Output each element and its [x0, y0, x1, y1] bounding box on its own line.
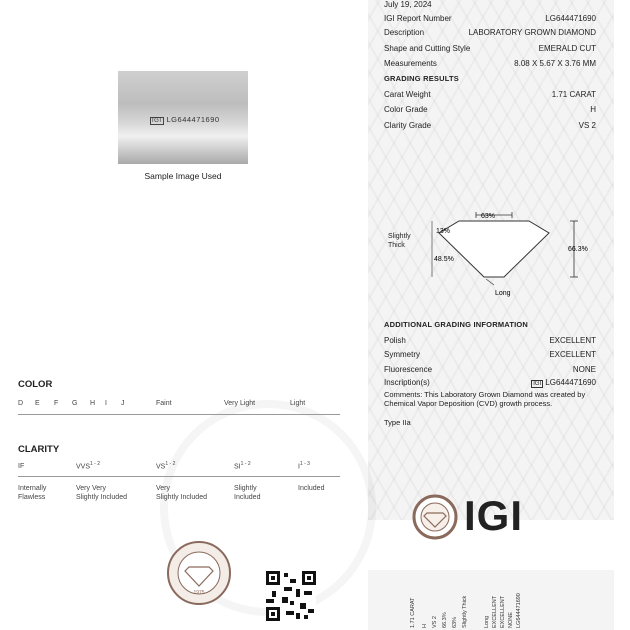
color-label: Faint — [156, 400, 172, 407]
seal-year: 1975 — [193, 590, 205, 596]
pavilion-pct-label: 48.5% — [434, 256, 454, 263]
row-label: Inscription(s) — [384, 378, 430, 387]
summary-strip — [368, 570, 614, 630]
clarity-grade — [298, 461, 310, 470]
clarity-grade-sup: 1 - 2 — [165, 461, 176, 467]
color-letter: H — [90, 400, 96, 407]
row-value: EXCELLENT — [549, 336, 596, 345]
culet-label: Long — [495, 290, 511, 297]
inscription-row — [384, 378, 596, 387]
polish-row — [384, 336, 596, 345]
clarity-grade — [234, 461, 251, 470]
strip-value: EXCELLENT — [492, 595, 498, 628]
strip-value: H — [422, 624, 428, 628]
inscription-text: LG644471690 — [545, 378, 596, 387]
clarity-grade — [156, 461, 175, 470]
qr-code-icon — [266, 571, 316, 621]
color-scale-line — [18, 414, 340, 415]
shape-row — [384, 44, 596, 53]
row-value: NONE — [572, 365, 596, 374]
row-label: Fluorescence — [384, 365, 433, 374]
symmetry-row — [384, 350, 596, 359]
clarity-grade — [76, 461, 100, 470]
row-value: VS 2 — [578, 121, 596, 130]
row-value: LG644471690 — [545, 14, 596, 23]
igi-mini-logo-icon: IGI — [533, 381, 542, 387]
clarity-grade-label: IF — [18, 463, 25, 470]
clarity-scale-title: CLARITY — [18, 444, 60, 455]
row-label: Polish — [384, 336, 406, 345]
clarity-grade-label: SI — [234, 463, 241, 471]
row-label: Color Grade — [384, 105, 428, 114]
carat-row — [384, 90, 596, 99]
sample-inscription-text: LG644471690 — [166, 115, 220, 124]
proportions-diagram — [384, 205, 604, 305]
row-value: EXCELLENT — [549, 350, 596, 359]
clarity-description: Internally Flawless — [18, 485, 47, 501]
additional-info-heading: ADDITIONAL GRADING INFORMATION — [384, 320, 529, 329]
row-value: 8.08 X 5.67 X 3.76 MM — [514, 59, 596, 68]
row-value: LABORATORY GROWN DIAMOND — [468, 28, 596, 37]
sample-inscription-image — [118, 71, 248, 164]
clarity-description: Included — [298, 485, 325, 492]
igi-seal-logo-icon — [412, 494, 458, 540]
type-text: Type IIa — [384, 418, 411, 427]
color-letter: E — [35, 400, 40, 407]
report-number-row — [384, 14, 596, 23]
strip-value: Long — [484, 615, 490, 628]
culet-pointer — [486, 279, 494, 285]
row-label: IGI Report Number — [384, 14, 452, 23]
sample-caption: Sample Image Used — [144, 171, 222, 181]
igi-mini-logo-icon: IGI — [152, 118, 162, 124]
clarity-description: Slightly Included — [234, 485, 261, 501]
row-label: Description — [384, 28, 425, 37]
clarity-grade-row — [384, 121, 596, 130]
strip-value: LG644471690 — [516, 593, 522, 628]
clarity-grade-sup: 1 - 2 — [90, 461, 101, 467]
row-label: Symmetry — [384, 350, 420, 359]
row-label: Carat Weight — [384, 90, 431, 99]
report-date-row — [384, 0, 596, 9]
clarity-description: Very Very Slightly Included — [76, 485, 127, 501]
igi-logo-text: IGI — [464, 492, 524, 539]
color-letter: D — [18, 400, 24, 407]
strip-value: NONE — [508, 612, 514, 628]
strip-value: VS 2 — [432, 616, 438, 628]
clarity-grade-label: VVS — [76, 463, 91, 471]
clarity-grade — [18, 463, 24, 470]
color-label: Light — [290, 400, 306, 407]
color-letter: F — [54, 400, 59, 407]
color-label: Very Light — [224, 400, 256, 407]
row-label: Shape and Cutting Style — [384, 44, 471, 53]
comments-text: Comments: This Laboratory Grown Diamond was created by Chemical Vapor Deposition (CVD) growth process. — [384, 390, 586, 408]
row-label: Measurements — [384, 59, 437, 68]
crown-pct-label: 13% — [436, 228, 451, 235]
color-letter: J — [121, 400, 125, 407]
strip-value: 1.71 CARAT — [410, 597, 416, 628]
clarity-grade-sup: 1 - 3 — [299, 461, 310, 467]
color-grade-row — [384, 105, 596, 114]
clarity-grade-label: I — [298, 463, 300, 471]
clarity-grade-sup: 1 - 2 — [240, 461, 251, 467]
sample-inscription — [150, 115, 220, 124]
report-date: July 19, 2024 — [384, 0, 432, 9]
clarity-scale-line — [18, 476, 340, 477]
row-value: EMERALD CUT — [538, 44, 596, 53]
fluorescence-row — [384, 365, 596, 374]
clarity-description: Very Slightly Included — [156, 485, 207, 501]
inscription-value — [531, 378, 596, 387]
clarity-grade-label: VS — [156, 463, 166, 471]
row-value: 1.71 CARAT — [551, 90, 596, 99]
measurements-row — [384, 59, 596, 68]
row-value: H — [590, 105, 596, 114]
girdle-label: Slightly Thick — [388, 233, 411, 249]
diamond-profile-shape — [439, 221, 549, 277]
strip-value: 66.3% — [442, 612, 448, 628]
strip-value: Slightly Thick — [462, 595, 468, 628]
color-letter: G — [72, 400, 78, 407]
color-scale-title: COLOR — [18, 379, 53, 390]
description-row — [384, 28, 596, 37]
color-letter: I — [105, 400, 107, 407]
depth-pct-label: 66.3% — [568, 246, 588, 253]
grading-results-heading: GRADING RESULTS — [384, 74, 459, 83]
strip-value: EXCELLENT — [500, 595, 506, 628]
gemological-seal-icon — [166, 540, 232, 606]
row-label: Clarity Grade — [384, 121, 432, 130]
table-pct-label: 63% — [480, 213, 496, 220]
strip-value: 63% — [452, 616, 458, 628]
